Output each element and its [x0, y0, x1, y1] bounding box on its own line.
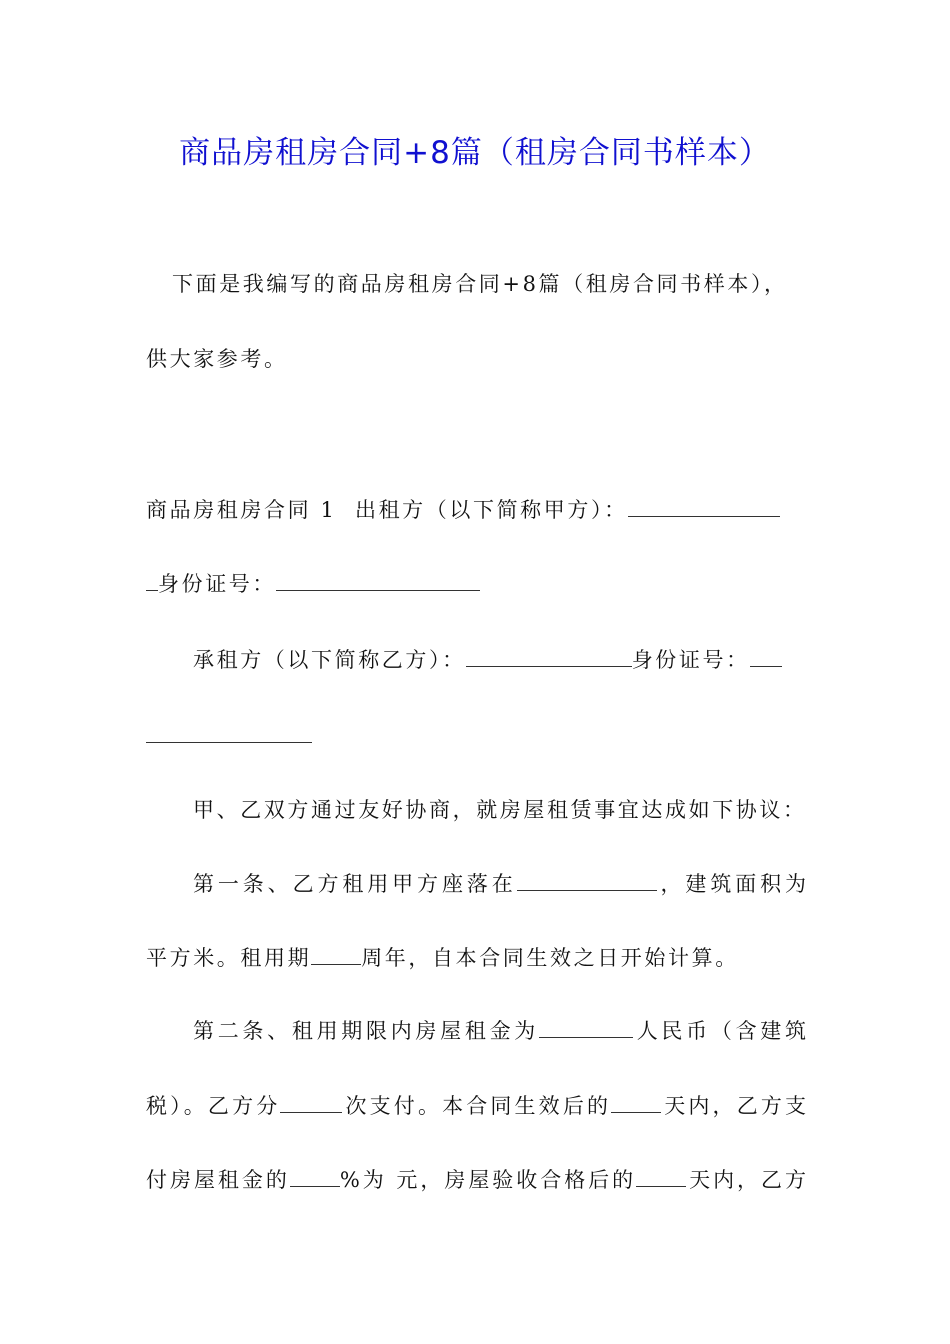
article-2-percent-blank: [290, 1164, 340, 1187]
lessee-line: [193, 642, 853, 678]
article-2-line-2: [146, 1088, 806, 1124]
lessee-id-label: 身份证号：: [631, 648, 750, 672]
lessee-id-blank-2: [146, 720, 312, 743]
article-2-text-f: 付房屋租金的: [146, 1168, 290, 1192]
lessor-id-blank: [276, 568, 480, 591]
lessee-name-blank: [466, 644, 632, 667]
lessor-id-prefix-blank: [146, 568, 158, 591]
article-1-term-blank: [311, 942, 361, 965]
article-2-text-b: 人民币（含建筑: [633, 1019, 806, 1043]
article-1-line-1: [193, 866, 806, 902]
lessor-label: 商品房租房合同 1 出租方（以下简称甲方）：: [146, 498, 628, 522]
article-2-line-3: [146, 1162, 806, 1198]
agreement-intro-line: 甲、乙双方通过友好协商，就房屋租赁事宜达成如下协议：: [193, 798, 807, 822]
intro-line-1: 下面是我编写的商品房租房合同+8篇（租房合同书样本），: [172, 272, 788, 296]
article-2-text-e: 天内，乙方支: [661, 1094, 806, 1118]
document-title: 商品房租房合同+8篇（租房合同书样本）: [179, 135, 771, 171]
article-2-text-c: 税）。乙方分: [146, 1094, 281, 1118]
article-2-text-g: %为 元，房屋验收合格后的: [339, 1168, 637, 1192]
article-2-line-1: [193, 1013, 806, 1049]
article-2-text-a: 第二条、租用期限内房屋租金为: [193, 1019, 539, 1043]
article-2-text-h: 天内，乙方: [686, 1168, 806, 1192]
contract-1-lessor-line: [146, 492, 806, 528]
article-1-line-2: [146, 940, 806, 976]
article-1-text-d: 周年，自本合同生效之日开始计算。: [361, 946, 739, 970]
lessor-id-label: 身份证号：: [158, 572, 276, 596]
article-1-location-blank: [517, 868, 657, 891]
lessee-id-blank-1: [750, 644, 782, 667]
article-1-text-c: 平方米。租用期: [146, 946, 312, 970]
lessor-name-blank: [628, 494, 780, 517]
article-2-rent-blank: [539, 1015, 633, 1038]
lessor-id-line: [146, 566, 806, 602]
lessee-id-continuation-line: [146, 718, 806, 754]
article-2-text-d: 次支付。本合同生效后的: [342, 1094, 612, 1118]
intro-line-2: 供大家参考。: [146, 347, 288, 371]
article-1-text-a: 第一条、乙方租用甲方座落在: [193, 872, 517, 896]
lessee-label: 承租方（以下简称乙方）：: [193, 648, 466, 672]
article-2-days-blank-2: [636, 1164, 686, 1187]
article-2-installments-blank: [280, 1090, 342, 1113]
article-1-text-b: ，建筑面积为: [656, 872, 807, 896]
article-2-days-blank-1: [611, 1090, 661, 1113]
